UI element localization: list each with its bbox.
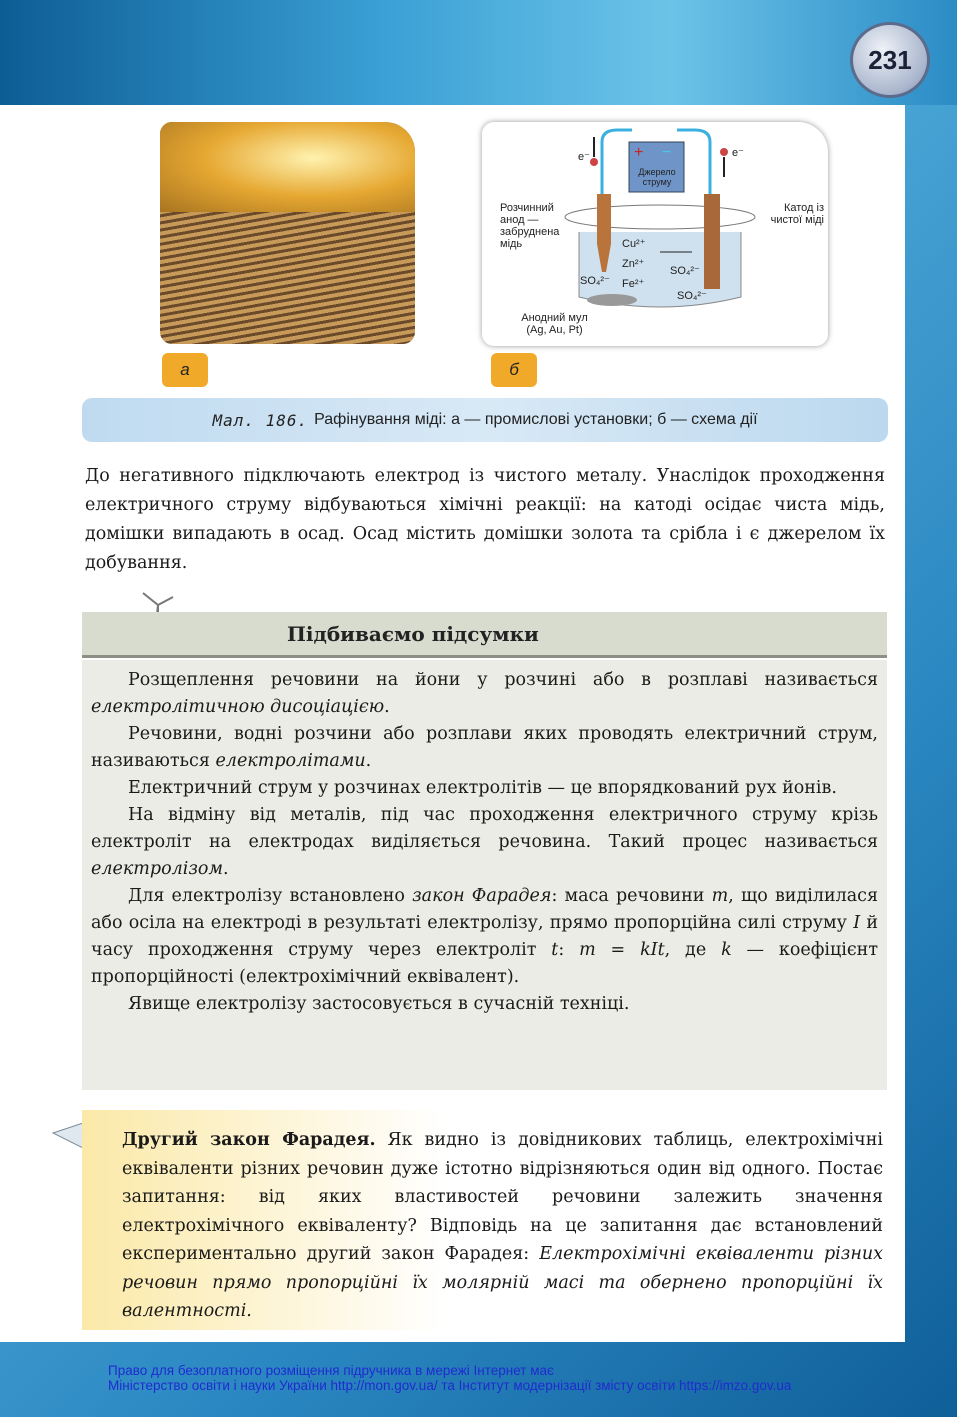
second-law-title: Другий закон Фарадея. <box>122 1130 376 1150</box>
page-header-band <box>0 0 957 105</box>
footer-copyright: Право для безоплатного розміщення підручника в мережі Інтернет має Міністерство освіти і науки України http://mon.gov.ua/ та Інститут модернізації змісту освіти https://imzo.gov.ua <box>108 1363 792 1393</box>
second-law-paragraph: Другий закон Фарадея. Як видно із довідникових таблиць, електрохімічні еквіваленти різних речовин дуже істотно відрізняються один від одного. Постає запитання: від яких властивостей речовини залежить значення електрохімічного еквіваленту? Відповідь на це запитання дає встановлений експериментально другий закон Фарадея: Електрохімічні еквіваленти різних речовин прямо пропорційні їх молярній масі та обернено пропорційні їх валентності. <box>122 1130 883 1321</box>
cathode-label: Катод із чистої міді <box>770 202 824 226</box>
summary-box <box>82 660 887 1090</box>
page-number: 231 <box>850 22 930 98</box>
summary-header <box>82 612 887 658</box>
ion-label: Fe²⁺ <box>622 278 645 290</box>
ion-label: Cu²⁺ <box>622 238 646 250</box>
second-law-statement: Електрохімічні еквіваленти різних речовин прямо пропорційні їх молярній масі та обернено пропорційні їх валентності. <box>122 1244 883 1321</box>
ion-label: SO₄²⁻ <box>670 265 700 277</box>
ion-label: SO₄²⁻ <box>580 275 610 287</box>
summary-paragraph: Розщеплення речовини на йони у розчині або в розплаві називається електролітичною дисоціацією. <box>91 670 878 717</box>
ion-label: Zn²⁺ <box>622 258 645 270</box>
summary-paragraph: Для електролізу встановлено закон Фарадея: маса речовини m, що виділилася або осіла на електроді в результаті електролізу, прямо пропорційна силі струму I й часу проходження струму через електроліт t: m = kIt, де k — коефіцієнт пропорційності (електрохімічний еквівалент). <box>91 886 879 987</box>
electron-label-right: e⁻ <box>732 147 744 159</box>
summary-paragraph: Речовини, водні розчини або розплави яких проводять електричний струм, називаються електролітами. <box>91 724 878 771</box>
intro-paragraph: До негативного підключають електрод із чистого металу. Унаслідок проходження електричного струму відбуваються хімічні реакції: на катоді осідає чиста мідь, домішки випадають в осад. Осад містить домішки золота та срібла і є джерелом їх добування. <box>85 466 885 573</box>
figure-caption <box>82 398 888 442</box>
anode-sludge-label: Анодний мул (Ag, Au, Pt) <box>521 312 588 336</box>
figure-a-label: а <box>162 353 208 387</box>
summary-paragraph: На відміну від металів, під час проходження електричного струму крізь електроліт на електродах виділяється речовина. Такий процес називається електролізом. <box>91 805 878 879</box>
plus-terminal: + <box>634 144 644 161</box>
summary-paragraph: Явище електролізу застосовується в сучасній техніці. <box>128 994 630 1014</box>
electron-label-left: e⁻ <box>578 151 590 163</box>
figure-b-electrolysis-diagram <box>482 122 828 346</box>
ion-label: SO₄²⁻ <box>677 290 707 302</box>
minus-terminal: − <box>662 144 672 161</box>
summary-paragraph: Електричний струм у розчинах електролітів — це впорядкований рух йонів. <box>128 778 837 798</box>
caption-number: Мал. 186. <box>212 410 309 430</box>
figure-a-industrial-plant-photo <box>160 122 415 344</box>
power-source-label: Джерело струму <box>638 167 676 187</box>
anode-label: Розчинний анод — забруднена мідь <box>500 202 560 250</box>
second-faraday-law-box <box>82 1110 887 1330</box>
caption-text: Рафінування міді: а — промислові установки; б — схема дії <box>314 411 758 428</box>
figure-b-label: б <box>491 353 537 387</box>
summary-title: Підбиваємо підсумки <box>287 622 539 646</box>
